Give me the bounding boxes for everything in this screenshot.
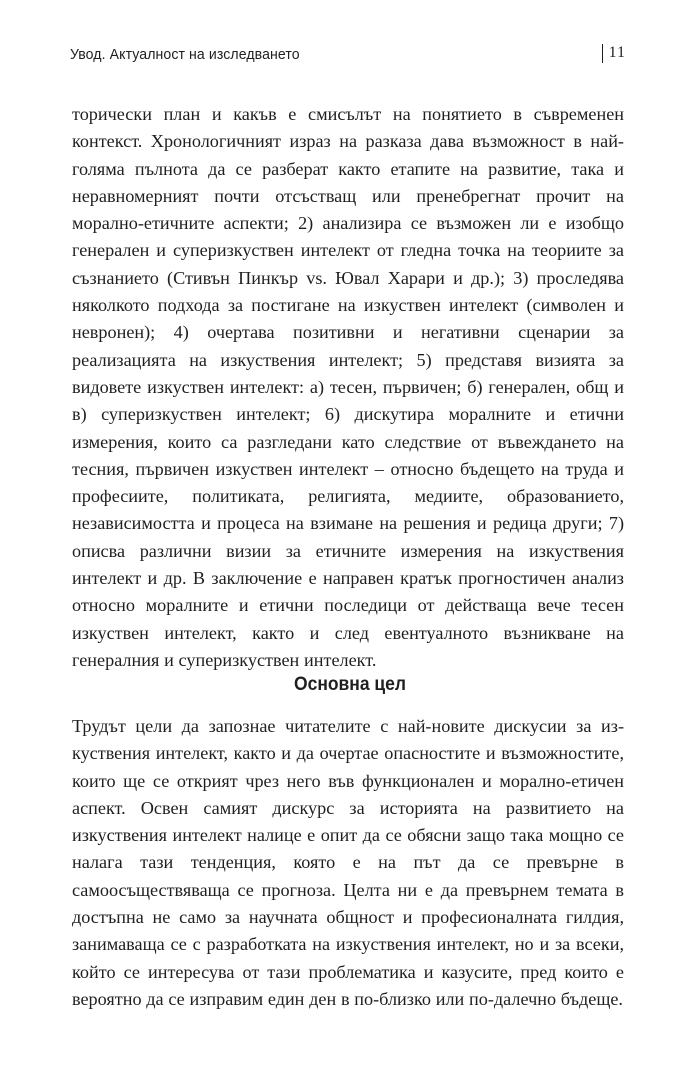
page-number-block (602, 44, 626, 63)
section-heading: Основна цел (293, 674, 407, 695)
running-head (70, 46, 630, 66)
header-divider (602, 44, 603, 63)
body-paragraph-2: Трудът цели да запознае читателите с най-новите дискусии за изкуствения интелект, както и да очертае опасностите и възможностите, които ще се открият чрез него във функционален и морално-етичен аспект. Освен самият дискурс за историята на развитието на изкуствения интелект налице е опит да се обясни защо така мощно се налага тази тенденция, която е на път да се превърне в самоосъществяваща се прогноза. Целта ни е да превърнем темата в достъпна не само за научната общност и професионалната гилдия, занимаваща се с разработката на изкуствения интелект, но и за всеки, който се интересува от тази проблематика и казусите, пред които е вероятно да се изправим един ден в по-близко или по-далечно бъдеще. (72, 716, 624, 1009)
body-paragraph-1: торически план и какъв е смисълът на понятието в съвременен контекст. Хронологичният израз на разказа дава възможност в най-голяма пълнота да се разберат както етапите на развитие, така и неравномерният почти отсъстващ или пренебрегнат прочит на морално-етичните аспекти; 2) анализира се възможен ли е изобщо генерален и суперизкуствен интелект от гледна точка на теориите за съзнанието (Стивън Пинкър vs. Ювал Харари и др.); 3) проследява няколкото подхода за постигане на изкуствен интелект (символен и невронен); 4) очертава позитивни и негативни сценарии за реализацията на изкуствения интелект; 5) представя визията за видовете изкуствен интелект: а) тесен, първичен; б) генерален, общ и в) суперизкуствен интелект; 6) дискутира моралните и етични измерения, които са разгледани като следствие от въвеждането на тесния, първичен изкуствен интелект – относно бъдещето на труда и професиите, политиката, религията, медиите, образованието, независимостта и процеса на взимане на решения и редица други; 7) описва различни визии за етичните измерения на изкуствения интелект и др. В заключение е направен кратък прогностичен анализ относно моралните и етични последици от действаща вече тесен изкуствен интелект, както и след евентуалното възникване на генералния и суперизкуствен интелект. (72, 104, 624, 670)
page-number: 11 (608, 44, 626, 62)
running-title: Увод. Актуалност на изследването (70, 46, 300, 63)
